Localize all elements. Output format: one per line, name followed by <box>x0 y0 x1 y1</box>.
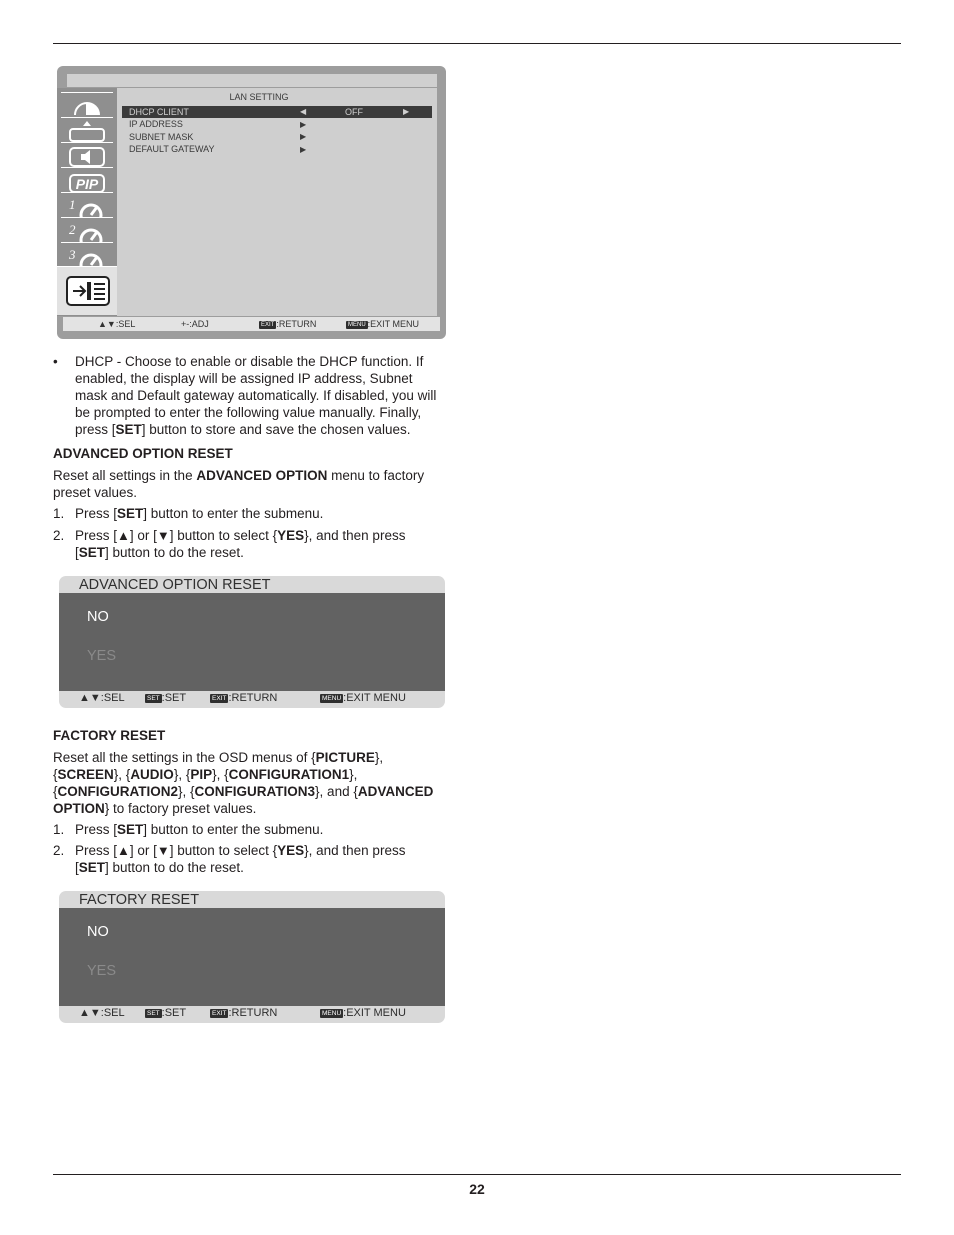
configuration1-icon-label: 1 <box>69 197 76 212</box>
text: }, <box>374 750 384 765</box>
footer-sel <box>79 692 125 704</box>
set-keyword: SET <box>117 822 144 837</box>
set-keyword: SET <box>117 506 144 521</box>
footer-set <box>145 692 186 704</box>
yes-keyword: YES <box>277 528 305 543</box>
text: menu to factory <box>327 468 425 483</box>
footer-exit-menu-label: :EXIT MENU <box>343 692 406 704</box>
text: Press [ <box>75 843 118 858</box>
footer-return <box>210 692 277 704</box>
keyword: CONFIGURATION3 <box>194 784 316 799</box>
footer-return-label: :RETURN <box>228 1007 278 1019</box>
keyword: PICTURE <box>315 750 375 765</box>
arrow-right-icon[interactable]: ▶ <box>300 132 307 141</box>
text-line <box>75 544 455 561</box>
pip-icon-label: PIP <box>75 176 99 192</box>
text: ] or [ <box>129 528 157 543</box>
footer-set <box>145 1007 186 1019</box>
footer-sel <box>79 1007 125 1019</box>
dhcp-line: enabled, the display will be assigned IP address, Subnet <box>75 371 413 386</box>
up-down-arrow-icon: ▲▼ <box>79 1007 101 1019</box>
step-1-text <box>75 505 323 522</box>
footer-return-label: :RETURN <box>276 319 317 329</box>
step-1-text <box>75 821 323 838</box>
text-line <box>75 527 455 544</box>
text: ] button to select { <box>169 843 278 858</box>
advanced-option-keyword: ADVANCED OPTION <box>196 468 328 483</box>
step-number: 2. <box>53 843 65 858</box>
footer-return <box>210 1007 277 1019</box>
text: [ <box>75 860 79 875</box>
dialog-title: FACTORY RESET <box>79 892 200 908</box>
keyword: CONFIGURATION1 <box>228 767 350 782</box>
text: Reset all the settings in the OSD menus of { <box>53 750 316 765</box>
step-2-text <box>75 527 455 561</box>
option-no[interactable]: NO <box>87 924 109 940</box>
text: [ <box>75 545 79 560</box>
dhcp-line: mask and Default gateway automatically. If disabled, you will <box>75 388 437 403</box>
footer-exit-menu <box>346 319 419 329</box>
text: ] button to select { <box>169 528 278 543</box>
text: }, { <box>178 784 195 799</box>
osd-footer <box>63 317 440 331</box>
set-keyword: SET <box>78 860 106 875</box>
menu-key-icon: MENU <box>348 322 366 328</box>
text-line: preset values. <box>53 485 138 500</box>
keyword: AUDIO <box>130 767 174 782</box>
text: { <box>53 784 58 799</box>
footer-exit-menu-label: :EXIT MENU <box>343 1007 406 1019</box>
up-down-arrow-icon: ▲▼ <box>98 319 116 329</box>
ip-address-label[interactable]: IP ADDRESS <box>129 119 183 129</box>
arrow-right-icon[interactable]: ▶ <box>300 145 307 154</box>
text: } to factory preset values. <box>104 801 257 816</box>
menu-key-icon: MENU <box>322 1010 342 1017</box>
keyword: OPTION <box>53 801 105 816</box>
pip-icon[interactable] <box>61 167 113 193</box>
set-keyword: SET <box>115 422 142 437</box>
configuration3-icon-label: 3 <box>69 247 76 262</box>
dhcp-client-value: OFF <box>345 107 363 117</box>
text: }, <box>349 767 358 782</box>
up-arrow-icon: ▲ <box>117 528 130 543</box>
text-line <box>53 467 453 484</box>
step-number: 1. <box>53 506 65 521</box>
footer-sel-label: :SEL <box>115 319 136 329</box>
text: ] button to enter the submenu. <box>143 506 324 521</box>
text-line <box>75 842 455 859</box>
step-2-text <box>75 842 455 876</box>
down-arrow-icon: ▼ <box>156 843 170 858</box>
set-keyword: SET <box>78 545 106 560</box>
screen-icon[interactable] <box>61 117 113 143</box>
dialog-body <box>59 908 445 1006</box>
arrow-right-icon[interactable]: ▶ <box>403 107 410 116</box>
configuration1-icon[interactable] <box>61 192 113 218</box>
exit-key-icon: EXIT <box>212 1010 227 1017</box>
exit-key-icon: EXIT <box>212 695 227 702</box>
bullet: • <box>53 354 58 369</box>
text: ] button to do the reset. <box>105 545 244 560</box>
text: }, and then press <box>304 843 406 858</box>
keyword: PIP <box>190 767 213 782</box>
top-rule <box>53 43 901 44</box>
footer-sel-label: :SEL <box>100 692 125 704</box>
text: ] button to store and save the chosen values. <box>141 422 411 437</box>
exit-key-icon: EXIT <box>261 322 275 328</box>
factory-reset-dialog <box>59 891 445 1023</box>
step-number: 2. <box>53 528 65 543</box>
footer-return-label: :RETURN <box>228 692 278 704</box>
text: Press [ <box>75 822 118 837</box>
keyword: CONFIGURATION2 <box>57 784 179 799</box>
up-down-arrow-icon: ▲▼ <box>79 692 101 704</box>
page-number: 22 <box>469 1181 485 1197</box>
text: { <box>53 767 58 782</box>
keyword: SCREEN <box>57 767 114 782</box>
configuration3-icon[interactable] <box>61 242 113 268</box>
text: ] or [ <box>129 843 157 858</box>
advanced-reset-dialog <box>59 576 445 708</box>
option-yes[interactable]: YES <box>87 648 117 664</box>
footer-exit-menu <box>320 692 406 704</box>
option-no[interactable]: NO <box>87 609 109 625</box>
keyword: ADVANCED <box>357 784 434 799</box>
lan-setting-title: LAN SETTING <box>229 92 289 102</box>
factory-reset-heading: FACTORY RESET <box>53 728 166 743</box>
footer-sel-label: :SEL <box>100 1007 125 1019</box>
set-key-icon: SET <box>147 695 160 702</box>
osd-title-bar <box>67 74 437 87</box>
configuration2-icon-label: 2 <box>69 222 76 237</box>
footer-set-label: :SET <box>161 1007 187 1019</box>
text: }, { <box>173 767 191 782</box>
lan-setting-osd <box>57 66 446 339</box>
default-gateway-label[interactable]: DEFAULT GATEWAY <box>129 144 215 154</box>
text: }, and { <box>315 784 358 799</box>
menu-key-icon: MENU <box>322 695 342 702</box>
text-line <box>53 800 463 817</box>
subnet-mask-label[interactable]: SUBNET MASK <box>129 132 194 142</box>
arrow-left-icon[interactable]: ◀ <box>300 107 307 116</box>
text: Press [ <box>75 528 118 543</box>
advanced-reset-heading: ADVANCED OPTION RESET <box>53 446 233 461</box>
configuration2-icon[interactable] <box>61 217 113 243</box>
dhcp-line <box>75 421 465 438</box>
footer-sel <box>98 319 135 329</box>
text: }, { <box>212 767 229 782</box>
audio-icon[interactable] <box>61 142 113 168</box>
dhcp-line: be prompted to enter the following value manually. Finally, <box>75 405 422 420</box>
text-line <box>53 749 463 766</box>
advanced-option-icon[interactable] <box>57 266 117 315</box>
up-arrow-icon: ▲ <box>117 843 130 858</box>
footer-return <box>259 319 316 329</box>
text-line <box>53 783 463 800</box>
footer-adj: +-:ADJ <box>181 319 209 329</box>
factory-reset-description <box>53 749 463 817</box>
text: }, and then press <box>304 528 406 543</box>
option-yes[interactable]: YES <box>87 963 117 979</box>
dialog-body <box>59 593 445 691</box>
dhcp-line: DHCP - Choose to enable or disable the DHCP function. If <box>75 354 424 369</box>
dhcp-description <box>75 353 465 438</box>
footer-exit-menu-label: :EXIT MENU <box>367 319 420 329</box>
text: Press [ <box>75 506 118 521</box>
text-line <box>53 766 463 783</box>
bottom-rule <box>53 1174 901 1175</box>
text: press [ <box>75 422 116 437</box>
picture-icon[interactable] <box>61 92 113 118</box>
yes-keyword: YES <box>277 843 305 858</box>
dialog-title: ADVANCED OPTION RESET <box>79 577 271 593</box>
text: ] button to enter the submenu. <box>143 822 324 837</box>
step-number: 1. <box>53 822 65 837</box>
footer-exit-menu <box>320 1007 406 1019</box>
text-line <box>75 859 455 876</box>
down-arrow-icon: ▼ <box>156 528 170 543</box>
text: }, { <box>113 767 131 782</box>
text: Reset all settings in the <box>53 468 197 483</box>
arrow-right-icon[interactable]: ▶ <box>300 120 307 129</box>
footer-set-label: :SET <box>161 692 187 704</box>
text: ] button to do the reset. <box>105 860 244 875</box>
set-key-icon: SET <box>147 1010 160 1017</box>
advanced-reset-description <box>53 467 453 501</box>
dhcp-client-label: DHCP CLIENT <box>129 107 189 117</box>
